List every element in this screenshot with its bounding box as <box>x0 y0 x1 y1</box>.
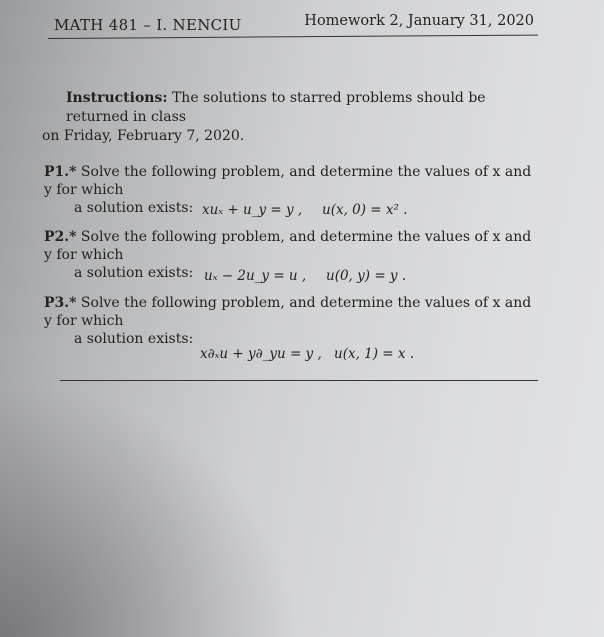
problem-1-equation: xuₓ + u_y = y , <box>202 202 303 218</box>
problem-3-condition: u(x, 1) = x . <box>334 346 415 362</box>
problem-text-line1: Solve the following problem, and determine the values of x and y for which <box>44 229 532 263</box>
problem-3-equation: x∂ₓu + y∂_yu = y , <box>200 346 322 362</box>
problem-text-line1: Solve the following problem, and determine the values of x and y for which <box>44 295 532 329</box>
header <box>54 12 534 36</box>
problem-label: P1.* <box>44 164 77 180</box>
instructions-text-line2: on Friday, February 7, 2020. <box>42 128 245 144</box>
problem-text-line2: a solution exists: <box>74 200 194 216</box>
footer-rule <box>60 380 538 381</box>
course-name: MATH 481 – I. NENCIU <box>54 16 242 34</box>
problem-2-equation: uₓ − 2u_y = u , <box>204 268 307 284</box>
problem-text-line2: a solution exists: <box>74 331 194 347</box>
problem-text-line2: a solution exists: <box>74 265 194 281</box>
problem-2-condition: u(0, y) = y . <box>326 268 407 284</box>
problem-label: P3.* <box>44 295 77 311</box>
problem-3 <box>44 294 539 348</box>
instructions-text-line1: The solutions to starred problems should be returned in class <box>66 90 486 125</box>
instructions-label: Instructions: <box>66 90 168 106</box>
problem-1-condition: u(x, 0) = x² . <box>322 202 408 218</box>
homework-title: Homework 2, January 31, 2020 <box>304 13 534 29</box>
problem-text-line1: Solve the following problem, and determine the values of x and y for which <box>44 164 532 198</box>
instructions <box>42 89 547 146</box>
problem-label: P2.* <box>44 229 77 245</box>
